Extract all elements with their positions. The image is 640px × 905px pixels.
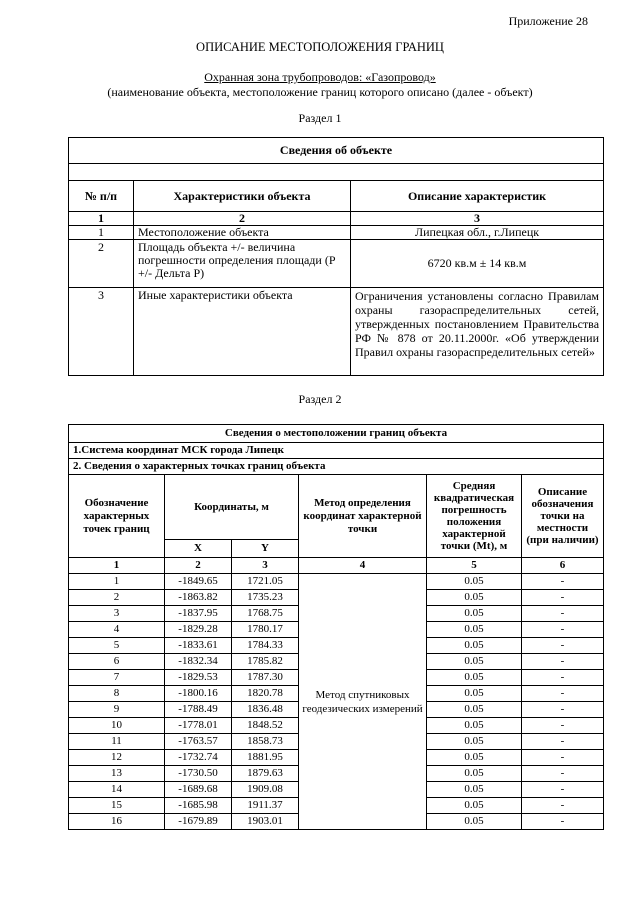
point-description: - bbox=[522, 718, 604, 734]
header-point: Обозначение характерных точек границ bbox=[69, 475, 165, 558]
header-characteristics: Характеристики объекта bbox=[134, 181, 351, 212]
boundary-caption: Сведения о местоположении границ объекта bbox=[69, 425, 604, 443]
point-number: 7 bbox=[69, 670, 165, 686]
mean-error: 0.05 bbox=[427, 670, 522, 686]
header-number: № п/п bbox=[69, 181, 134, 212]
mean-error: 0.05 bbox=[427, 638, 522, 654]
row-characteristic: Иные характеристики объекта bbox=[134, 288, 351, 376]
coord-y: 1721.05 bbox=[232, 574, 299, 590]
point-description: - bbox=[522, 702, 604, 718]
table-row bbox=[69, 226, 604, 240]
point-number: 9 bbox=[69, 702, 165, 718]
object-info-table bbox=[68, 137, 604, 376]
index-cell: 1 bbox=[69, 558, 165, 574]
mean-error: 0.05 bbox=[427, 574, 522, 590]
point-description: - bbox=[522, 574, 604, 590]
appendix-label: Приложение 28 bbox=[508, 14, 588, 28]
coord-y: 1881.95 bbox=[232, 750, 299, 766]
document-title: ОПИСАНИЕ МЕСТОПОЛОЖЕНИЯ ГРАНИЦ bbox=[196, 40, 444, 54]
point-number: 4 bbox=[69, 622, 165, 638]
table-row bbox=[69, 288, 604, 376]
row-number: 3 bbox=[69, 288, 134, 376]
coordinate-system: 1.Система координат МСК города Липецк bbox=[69, 443, 604, 459]
coord-y: 1848.52 bbox=[232, 718, 299, 734]
point-description: - bbox=[522, 622, 604, 638]
coord-y: 1768.75 bbox=[232, 606, 299, 622]
coord-y: 1911.37 bbox=[232, 798, 299, 814]
coord-x: -1829.53 bbox=[165, 670, 232, 686]
mean-error: 0.05 bbox=[427, 750, 522, 766]
coord-x: -1685.98 bbox=[165, 798, 232, 814]
index-cell: 4 bbox=[299, 558, 427, 574]
point-description: - bbox=[522, 670, 604, 686]
section-1-label: Раздел 1 bbox=[298, 111, 342, 125]
coord-y: 1785.82 bbox=[232, 654, 299, 670]
point-number: 6 bbox=[69, 654, 165, 670]
point-number: 2 bbox=[69, 590, 165, 606]
point-description: - bbox=[522, 798, 604, 814]
boundary-points-table bbox=[68, 424, 604, 830]
row-characteristic: Местоположение объекта bbox=[134, 226, 351, 240]
row-value: Липецкая обл., г.Липецк bbox=[351, 226, 604, 240]
mean-error: 0.05 bbox=[427, 782, 522, 798]
coord-x: -1800.16 bbox=[165, 686, 232, 702]
point-description: - bbox=[522, 766, 604, 782]
point-description: - bbox=[522, 782, 604, 798]
point-number: 5 bbox=[69, 638, 165, 654]
point-number: 12 bbox=[69, 750, 165, 766]
point-description: - bbox=[522, 590, 604, 606]
coord-y: 1879.63 bbox=[232, 766, 299, 782]
header-description: Описание характеристик bbox=[351, 181, 604, 212]
coord-x: -1763.57 bbox=[165, 734, 232, 750]
mean-error: 0.05 bbox=[427, 590, 522, 606]
point-number: 13 bbox=[69, 766, 165, 782]
section-2-label: Раздел 2 bbox=[298, 392, 342, 406]
coord-x: -1788.49 bbox=[165, 702, 232, 718]
object-name-caption: (наименование объекта, местоположение границ которого описано (далее - объект) bbox=[107, 85, 533, 99]
coord-x: -1863.82 bbox=[165, 590, 232, 606]
mean-error: 0.05 bbox=[427, 718, 522, 734]
point-description: - bbox=[522, 750, 604, 766]
point-description: - bbox=[522, 654, 604, 670]
coord-x: -1829.28 bbox=[165, 622, 232, 638]
mean-error: 0.05 bbox=[427, 702, 522, 718]
coord-x: -1778.01 bbox=[165, 718, 232, 734]
header-x: X bbox=[165, 540, 232, 558]
row-number: 2 bbox=[69, 240, 134, 288]
coord-x: -1689.68 bbox=[165, 782, 232, 798]
point-description: - bbox=[522, 686, 604, 702]
point-description: - bbox=[522, 814, 604, 830]
coord-x: -1832.34 bbox=[165, 654, 232, 670]
mean-error: 0.05 bbox=[427, 766, 522, 782]
row-value: 6720 кв.м ± 14 кв.м bbox=[351, 240, 604, 288]
header-error: Средняя квадратическая погрешность положения характерной точки (Mt), м bbox=[427, 475, 522, 558]
coord-x: -1837.95 bbox=[165, 606, 232, 622]
coord-y: 1780.17 bbox=[232, 622, 299, 638]
coord-x: -1730.50 bbox=[165, 766, 232, 782]
coord-y: 1858.73 bbox=[232, 734, 299, 750]
header-point-description: Описание обозначения точки на местности (при наличии) bbox=[522, 475, 604, 558]
index-cell: 3 bbox=[232, 558, 299, 574]
point-number: 10 bbox=[69, 718, 165, 734]
coord-x: -1679.89 bbox=[165, 814, 232, 830]
point-number: 8 bbox=[69, 686, 165, 702]
point-description: - bbox=[522, 638, 604, 654]
method-cell: Метод спутниковых геодезических измерений bbox=[299, 574, 427, 830]
coord-x: -1849.65 bbox=[165, 574, 232, 590]
index-cell: 3 bbox=[351, 212, 604, 226]
table-row bbox=[69, 240, 604, 288]
point-number: 11 bbox=[69, 734, 165, 750]
mean-error: 0.05 bbox=[427, 798, 522, 814]
point-description: - bbox=[522, 734, 604, 750]
coord-x: -1833.61 bbox=[165, 638, 232, 654]
blank-row bbox=[69, 164, 604, 181]
table-row bbox=[69, 574, 604, 590]
coord-x: -1732.74 bbox=[165, 750, 232, 766]
point-number: 16 bbox=[69, 814, 165, 830]
object-info-caption: Сведения об объекте bbox=[69, 138, 604, 164]
points-title: 2. Сведения о характерных точках границ объекта bbox=[69, 459, 604, 475]
header-coordinates: Координаты, м bbox=[165, 475, 299, 540]
coord-y: 1735.23 bbox=[232, 590, 299, 606]
mean-error: 0.05 bbox=[427, 734, 522, 750]
mean-error: 0.05 bbox=[427, 654, 522, 670]
row-characteristic: Площадь объекта +/- величина погрешности определения площади (Р +/- Дельта Р) bbox=[134, 240, 351, 288]
index-cell: 2 bbox=[134, 212, 351, 226]
coord-y: 1836.48 bbox=[232, 702, 299, 718]
index-cell: 5 bbox=[427, 558, 522, 574]
header-y: Y bbox=[232, 540, 299, 558]
mean-error: 0.05 bbox=[427, 622, 522, 638]
coord-y: 1903.01 bbox=[232, 814, 299, 830]
point-number: 1 bbox=[69, 574, 165, 590]
coord-y: 1787.30 bbox=[232, 670, 299, 686]
index-cell: 2 bbox=[165, 558, 232, 574]
mean-error: 0.05 bbox=[427, 606, 522, 622]
object-name: Охранная зона трубопроводов: «Газопровод» bbox=[204, 70, 436, 84]
coord-y: 1909.08 bbox=[232, 782, 299, 798]
point-description: - bbox=[522, 606, 604, 622]
row-number: 1 bbox=[69, 226, 134, 240]
mean-error: 0.05 bbox=[427, 814, 522, 830]
point-number: 15 bbox=[69, 798, 165, 814]
index-cell: 1 bbox=[69, 212, 134, 226]
header-method: Метод определения координат характерной точки bbox=[299, 475, 427, 558]
row-value: Ограничения установлены согласно Правилам охраны газораспределительных сетей, утвержденных постановлением Правительства РФ № 878 от 20.11.2000г. «Об утверждении Правил охраны газораспределительных сетей» bbox=[351, 288, 604, 376]
point-number: 3 bbox=[69, 606, 165, 622]
mean-error: 0.05 bbox=[427, 686, 522, 702]
coord-y: 1784.33 bbox=[232, 638, 299, 654]
index-cell: 6 bbox=[522, 558, 604, 574]
point-number: 14 bbox=[69, 782, 165, 798]
coord-y: 1820.78 bbox=[232, 686, 299, 702]
